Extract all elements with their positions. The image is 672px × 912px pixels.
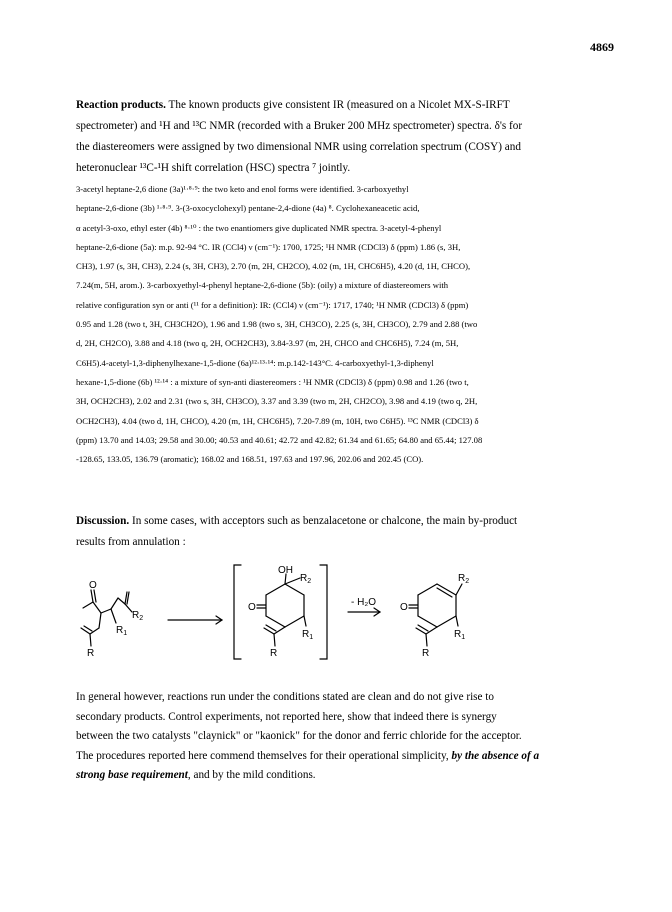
carbonyl-o-label: O [248,602,256,613]
compound-line: 7.24(m, 5H, arom.). 3-carboxyethyl-4-phenyl heptane-2,6-dione (5b): (oily) a mixture of diastereomers with [76,280,449,291]
text-line: results from annulation : [76,536,186,548]
r2-label: $R_2$ [458,573,470,585]
minus-water-label: - H₂O [351,597,376,608]
text-line: the diastereomers were assigned by two dimensional NMR using correlation spectrum (COSY) and [76,141,521,153]
compound-line: -128.65, 133.05, 136.79 (aromatic); 168.02 and 168.51, 197.63 and 197.96, 202.06 and 202.45 (CO). [76,454,424,465]
r1-label: $R_1$ [454,629,466,641]
compound-line: heptane-2,6-dione (5a): m.p. 92-94 °C. IR (CCl4) ν (cm⁻¹): 1700, 1725; ¹H NMR (CDCl3) δ (ppm) 1.86 (s, 3H, [76,241,461,252]
compound-line: α acetyl-3-oxo, ethyl ester (4b) ⁸·¹⁰ : the two enantiomers give duplicated NMR spectra. 3-acetyl-4-phenyl [76,222,442,233]
compound-line: d, 2H, CH2CO), 3.88 and 4.18 (two q, 2H, OCH2CH3), 3.84-3.97 (m, 2H, CHCO and CHC6H5), 7.24 (m, 5H, [76,338,459,349]
compound-line: heptane-2,6-dione (3b) ¹·⁸·⁹. 3-(3-oxocyclohexyl) pentane-2,4-dione (4a) ⁸. Cyclohexaneacetic acid, [76,203,420,214]
r-label: R [87,648,95,659]
emphasis-text: strong base requirement [76,769,188,781]
discussion-paragraph [76,511,596,553]
carbonyl-o-label: O [400,602,408,613]
compound-line: relative configuration syn or anti (¹¹ for a definition): IR: (CCl4) ν (cm⁻¹): 1717, 1740; ¹H NMR (CDCl3) δ (ppm) [76,299,469,310]
text-line: secondary products. Control experiments, not reported here, show that indeed there is synergy [76,710,497,723]
text-line: between the two catalysts "claynick" or "kaonick" for the donor and ferric chloride for the acceptor. [76,730,522,742]
conclusion-paragraph [76,688,596,786]
emphasis-text: by the absence of a [451,749,540,762]
r2-label: $R_2$ [132,610,144,622]
text-line: In some cases, with acceptors such as benzalacetone or chalcone, the main by-product [129,515,518,527]
r2-label: $R_2$ [300,573,312,585]
text-line: spectrometer) and ¹H and ¹³C NMR (recorded with a Bruker 200 MHz spectrometer) spectra. δ's for [76,120,523,132]
compound-line: (ppm) 13.70 and 14.03; 29.58 and 30.00; 40.53 and 40.61; 42.72 and 42.82; 61.34 and 61.65; 64.80 and 65.44; 127.08 [76,434,483,445]
compound-line: OCH2CH3), 4.04 (two d, 1H, CHCO), 4.20 (m, 1H, CHC6H5), 7.20-7.89 (m, 10H, two C6H5). ¹³C NMR (CDCl3) δ [76,415,479,426]
discussion-heading: Discussion. [76,515,130,527]
reaction-products-heading: Reaction products. [76,99,166,111]
compound-line: hexane-1,5-dione (6b) ¹²·¹⁴ : a mixture of syn-anti diastereomers : ¹H NMR (CDCl3) δ (ppm) 0.98 and 1.26 (two t, [76,376,469,387]
precursor-structure [81,590,132,646]
text-line: The known products give consistent IR (measured on a Nicolet MX-S-IRFT [165,99,510,111]
r1-label: $R_1$ [302,629,314,641]
compound-line: C6H5).4-acetyl-1,3-diphenylhexane-1,5-dione (6a)¹²·¹³·¹⁴: m.p.142-143°C. 4-carboxyethyl-1,3-diphenyl [76,357,434,368]
page-number: 4869 [590,40,614,54]
compound-line: 3-acetyl heptane-2,6 dione (3a)¹·⁸·⁹: the two keto and enol forms were identified. 3-carboxyethyl [76,184,409,194]
oh-label: OH [278,565,293,576]
r-label: R [422,648,430,659]
compound-data-paragraph [76,180,596,469]
r1-label: $R_1$ [116,625,128,637]
carbonyl-o-label: O [89,580,97,591]
text-line: In general however, reactions run under the conditions stated are clean and do not give rise to [76,691,495,703]
text-line: , and by the mild conditions. [187,769,316,781]
text-line: The procedures reported here commend themselves for their operational simplicity, [76,749,452,762]
intermediate-structure [257,574,306,646]
annulation-scheme [0,560,672,670]
text-line: heteronuclear ¹³C-¹H shift correlation (HSC) spectra ⁷ jointly. [76,162,351,174]
compound-line: 3H, OCH2CH3), 2.02 and 2.31 (two s, 3H, CH3CO), 3.37 and 3.39 (two m, 2H, CH2CO), 3.98 and 4.19 (two q, 2H, [76,396,478,407]
compound-line: CH3), 1.97 (s, 3H, CH3), 2.24 (s, 3H, CH3), 2.70 (m, 2H, CH2CO), 4.02 (m, 1H, CHC6H5), 4.20 (d, 1H, CHCO), [76,261,471,272]
compound-line: 0.95 and 1.28 (two t, 3H, CH3CH2O), 1.96 and 1.98 (two s, 3H, CH3CO), 2.25 (s, 3H, CH3CO), 2.79 and 2.88 (two [76,319,478,330]
r-label: R [270,648,278,659]
reaction-products-paragraph [76,95,596,179]
